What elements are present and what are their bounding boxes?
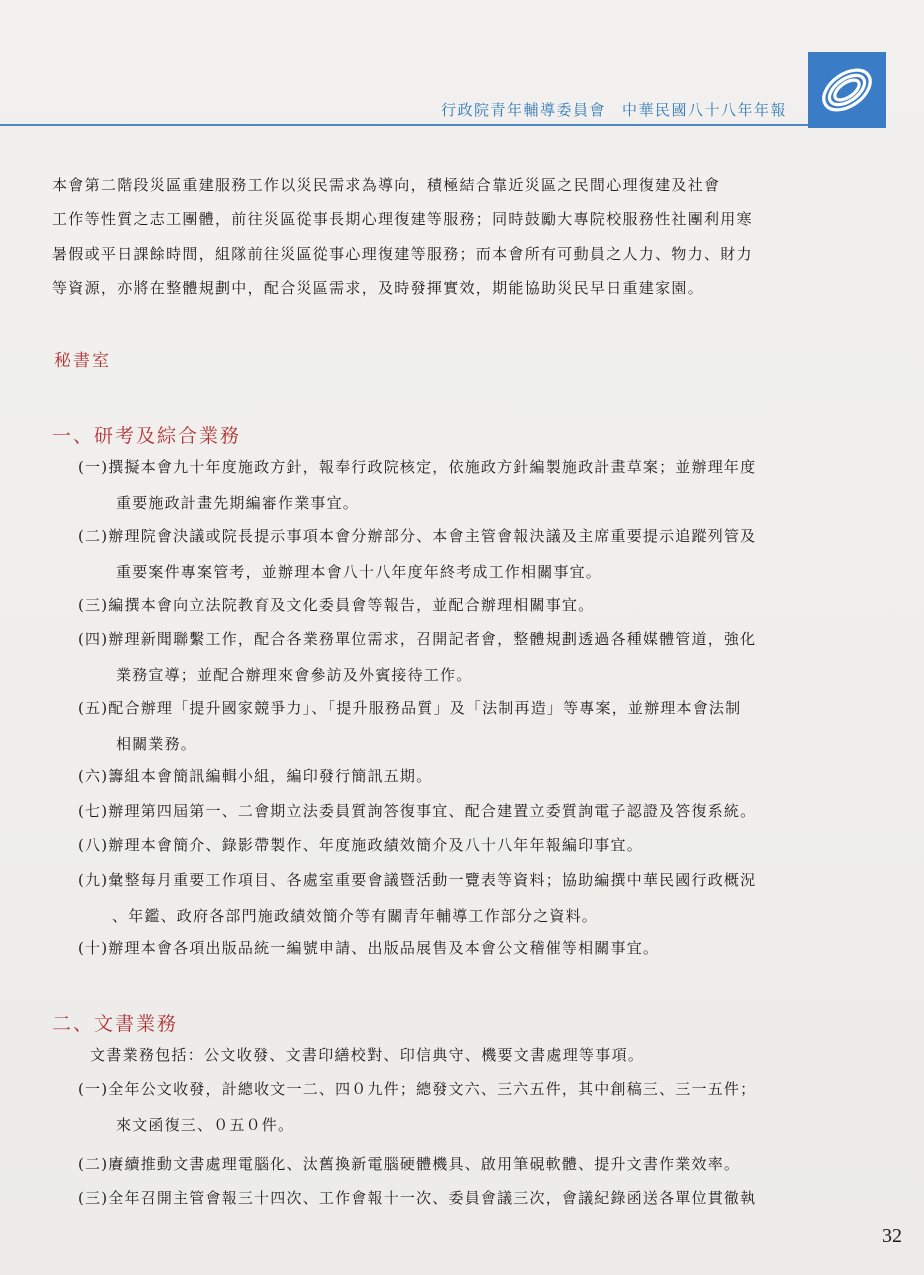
section-2-item: (三)全年召開主管會報三十四次、工作會報十一次、委員會議三次，會議紀錄函送各單位貫徹執	[78, 1189, 757, 1207]
intro-line-4: 等資源，亦將在整體規劃中，配合災區需求，及時發揮實效，期能協助災民早日重建家園。	[52, 279, 705, 297]
section-1-item: (九)彙整每月重要工作項目、各處室重要會議暨活動一覽表等資料；協助編撰中華民國行政概況 、年鑑、政府各部門施政績效簡介等有關青年輔導工作部分之資料。	[78, 871, 757, 925]
section-1-item: (二)辦理院會決議或院長提示事項本會分辦部分、本會主管會報決議及主席重要提示追蹤列管及 重要案件專案管考，並辦理本會八十八年度年終考成工作相關事宜。	[78, 527, 757, 581]
section-1-item: (七)辦理第四屆第一、二會期立法委員質詢答復事宜、配合建置立委質詢電子認證及答復系統。	[78, 802, 757, 820]
header-report: 中華民國八十八年年報	[621, 101, 787, 119]
section-2-title: 二、文書業務	[52, 1013, 179, 1035]
intro-line-2: 工作等性質之志工團體，前往災區從事長期心理復建等服務；同時鼓勵大專院校服務性社團利用寒	[52, 210, 753, 228]
section-1-item: (五)配合辦理「提升國家競爭力」、「提升服務品質」及「法制再造」等專案，並辦理本會法制 相關業務。	[78, 699, 742, 753]
section-1-item: (一)撰擬本會九十年度施政方針，報奉行政院核定，依施政方針編製施政計畫草案；並辦理年度 重要施政計畫先期編審作業事宜。	[78, 458, 757, 512]
page-number: 32	[882, 1225, 902, 1247]
page-header	[441, 99, 787, 120]
office-title: 秘書室	[54, 351, 111, 371]
intro-line-3: 暑假或平日課餘時間，組隊前往災區從事心理復建等服務；而本會所有可動員之人力、物力、財力	[52, 245, 753, 263]
section-1-item: (八)辦理本會簡介、錄影帶製作、年度施政績效簡介及八十八年年報編印事宜。	[78, 836, 643, 854]
section-2-item: (一)全年公文收發，計總收文一二、四０九件；總發文六、三六五件，其中創稿三、三一五件； 來文函復三、０五０件。	[78, 1080, 757, 1134]
section-2-intro: 文書業務包括：公文收發、文書印繕校對、印信典守、機要文書處理等事項。	[90, 1046, 645, 1064]
logo-icon	[808, 52, 886, 128]
section-1-item: (三)編撰本會向立法院教育及文化委員會等報告，並配合辦理相關事宜。	[78, 596, 595, 614]
section-1-item: (六)籌組本會簡訊編輯小組，編印發行簡訊五期。	[78, 767, 433, 785]
section-1-item: (十)辦理本會各項出版品統一編號申請、出版品展售及本會公文稽催等相關事宜。	[78, 939, 660, 957]
header-rule	[0, 124, 808, 126]
intro-line-1: 本會第二階段災區重建服務工作以災民需求為導向，積極結合靠近災區之民間心理復建及社會	[52, 176, 721, 194]
section-2-item: (二)賡續推動文書處理電腦化、汰舊換新電腦硬體機具、啟用筆硯軟體、提升文書作業效率。	[78, 1155, 741, 1173]
section-1-item: (四)辦理新聞聯繫工作，配合各業務單位需求，召開記者會，整體規劃透過各種媒體管道，強化 業務宣導；並配合辦理來會參訪及外賓接待工作。	[78, 630, 757, 684]
section-1-title: 一、研考及綜合業務	[52, 425, 242, 447]
header-org: 行政院青年輔導委員會	[440, 101, 606, 119]
